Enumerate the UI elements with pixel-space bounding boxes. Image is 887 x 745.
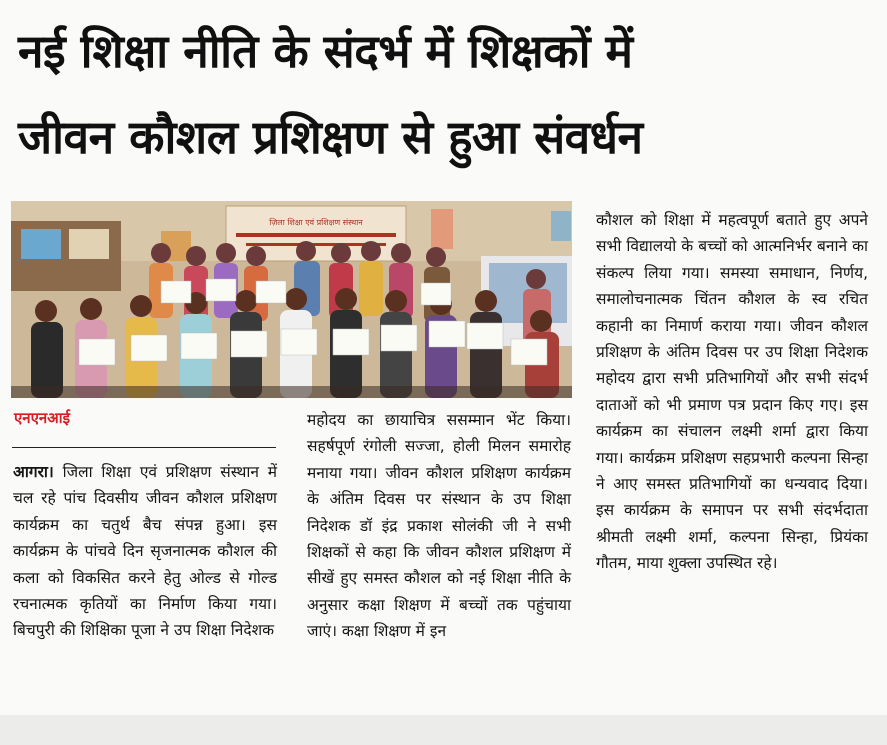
divider-rule — [12, 447, 276, 448]
headline-line-1: नई शिक्षा नीति के संदर्भ में शिक्षकों में — [18, 24, 633, 78]
column-3-text: कौशल को शिक्षा में महत्वपूर्ण बताते हुए अपने सभी विद्यालयो के बच्चों को आत्मनिर्भर बनाने का संकल्प लिया गया। समस्या समाधान, निर्णय, समालोचनात्मक चिंतन कौशल के स्व रचित कहानी का निमार्ण कराया गया। जीवन कौशल प्रशिक्षण के अंतिम दिवस पर उप शिक्षा निदेशक महोदय द्वारा सभी प्रतिभागियों और सभी संदर्भ दाताओं को भी प्रमाण पत्र प्रदान किए गए। इस कार्यक्रम का संचालन लक्ष्मी शर्मा द्वारा किया गया। कार्यक्रम प्रशिक्षण सहप्रभारी कल्पना सिन्हा ने आए समस्त प्रतिभागियों का धन्यवाद दिया। इस कार्यक्रम के समापन पर सभी संदर्भदाता श्रीमती लक्ष्मी शर्मा, कल्पना सिन्हा, प्रियंका गौतम, माया शुक्ला उपस्थित रहे। — [596, 211, 868, 573]
banner-text: ज़िला शिक्षा एवं प्रशिक्षण संस्थान — [269, 218, 363, 227]
bottom-margin — [0, 715, 887, 745]
group-photo-illustration — [11, 201, 572, 398]
headline — [18, 8, 870, 180]
dateline: आगरा। — [13, 463, 54, 481]
news-photo — [11, 201, 572, 398]
column-2-text: महोदय का छायाचित्र ससम्मान भेंट किया। सहर्षपूर्ण रंगोली सज्जा, होली मिलन समारोह मनाया गया। जीवन कौशल प्रशिक्षण कार्यक्रम के अंतिम दिवस पर संस्थान के उप शिक्षा निदेशक डॉ इंद्र प्रकाश सोलंकी जी ने सभी शिक्षकों से कहा कि जीवन कौशल प्रशिक्षण में सीखें हुए समस्त कौशल को नई शिक्षा नीति के अनुसार कक्षा शिक्षण में बच्चों तक पहुंचाया जाएं। कक्षा शिक्षण में इन — [307, 411, 571, 641]
column-1-text: जिला शिक्षा एवं प्रशिक्षण संस्थान में चल रहे पांच दिवसीय जीवन कौशल प्रशिक्षण कार्यक्रम का चतुर्थ बैच संपन्न हुआ। इस कार्यक्रम के पांचवे दिन सृजनात्मक कौशल की कला को विकसित करने हेतु ओल्ड से गोल्ड रचनात्मक कृतियों का निर्माण किया गया। बिचपुरी की शिक्षिका पूजा ने उप शिक्षा निदेशक — [13, 463, 277, 640]
article-column-3 — [596, 207, 868, 577]
news-agency-credit: एनएनआई — [14, 409, 70, 427]
article-column-2 — [307, 407, 571, 645]
headline-line-2: जीवन कौशल प्रशिक्षण से हुआ संवर्धन — [18, 110, 643, 164]
article-column-1 — [13, 459, 277, 644]
